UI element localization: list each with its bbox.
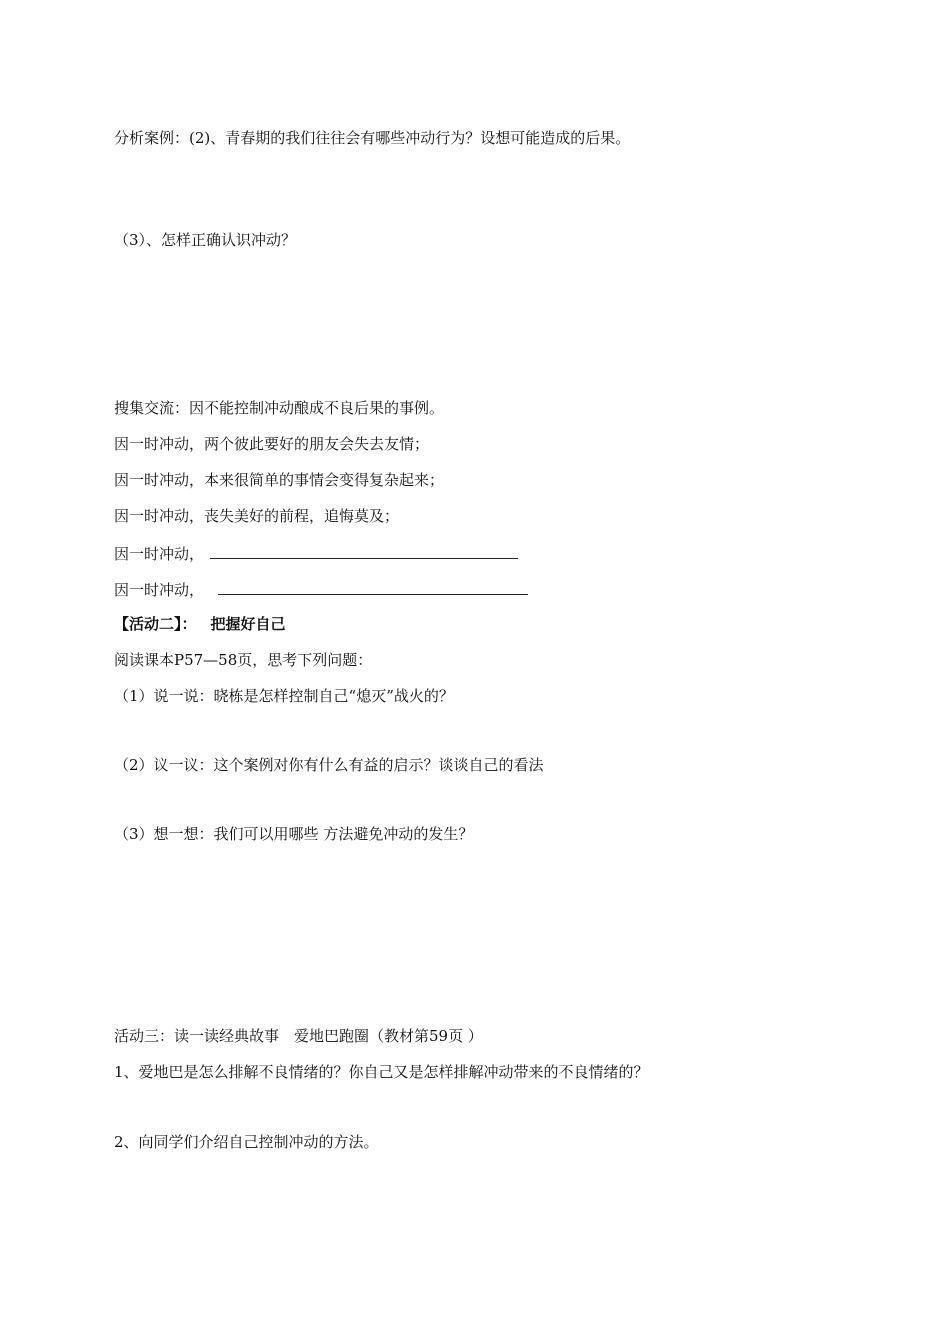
- answer-blank-2[interactable]: [218, 578, 528, 595]
- collect-item-2: 因一时冲动，本来很简单的事情会变得复杂起来；: [114, 471, 445, 489]
- collect-blank-line-1: [114, 542, 518, 564]
- collect-blank-line-2: [114, 578, 528, 600]
- activity2-instruction: 阅读课本P57—58页，思考下列问题：: [114, 651, 373, 669]
- activity2-q3: （3）想一想：我们可以用哪些 方法避免冲动的发生？: [114, 825, 474, 843]
- collect-item-3: 因一时冲动，丧失美好的前程，追悔莫及；: [114, 507, 400, 525]
- case-analysis-q2: 分析案例：(2)、青春期的我们往往会有哪些冲动行为？设想可能造成的后果。: [114, 129, 631, 147]
- activity2-q2: （2）议一议：这个案例对你有什么有益的启示？谈谈自己的看法: [114, 756, 544, 774]
- activity2-title: 把握好自己: [210, 615, 286, 633]
- activity3-title: 活动三：读一读经典故事 爱地巴跑圈（教材第59页 ）: [114, 1027, 483, 1045]
- activity3-q2: 2、向同学们介绍自己控制冲动的方法。: [114, 1133, 379, 1151]
- collect-blank-prefix-2: 因一时冲动，: [114, 581, 205, 599]
- collect-item-1: 因一时冲动，两个彼此要好的朋友会失去友情；: [114, 435, 430, 453]
- collect-blank-prefix-1: 因一时冲动，: [114, 545, 205, 563]
- activity2-label: 【活动二】：: [114, 615, 197, 633]
- activity3-q1: 1、爱地巴是怎么排解不良情绪的？你自己又是怎样排解冲动带来的不良情绪的？: [114, 1063, 649, 1081]
- activity2-q1: （1）说一说：晓栋是怎样控制自己“熄灭”战火的？: [114, 687, 454, 705]
- collect-title: 搜集交流：因不能控制冲动酿成不良后果的事例。: [114, 399, 445, 417]
- answer-blank-1[interactable]: [210, 542, 518, 559]
- case-analysis-q3: （3）、怎样正确认识冲动？: [114, 231, 297, 249]
- activity2-heading: [114, 614, 286, 634]
